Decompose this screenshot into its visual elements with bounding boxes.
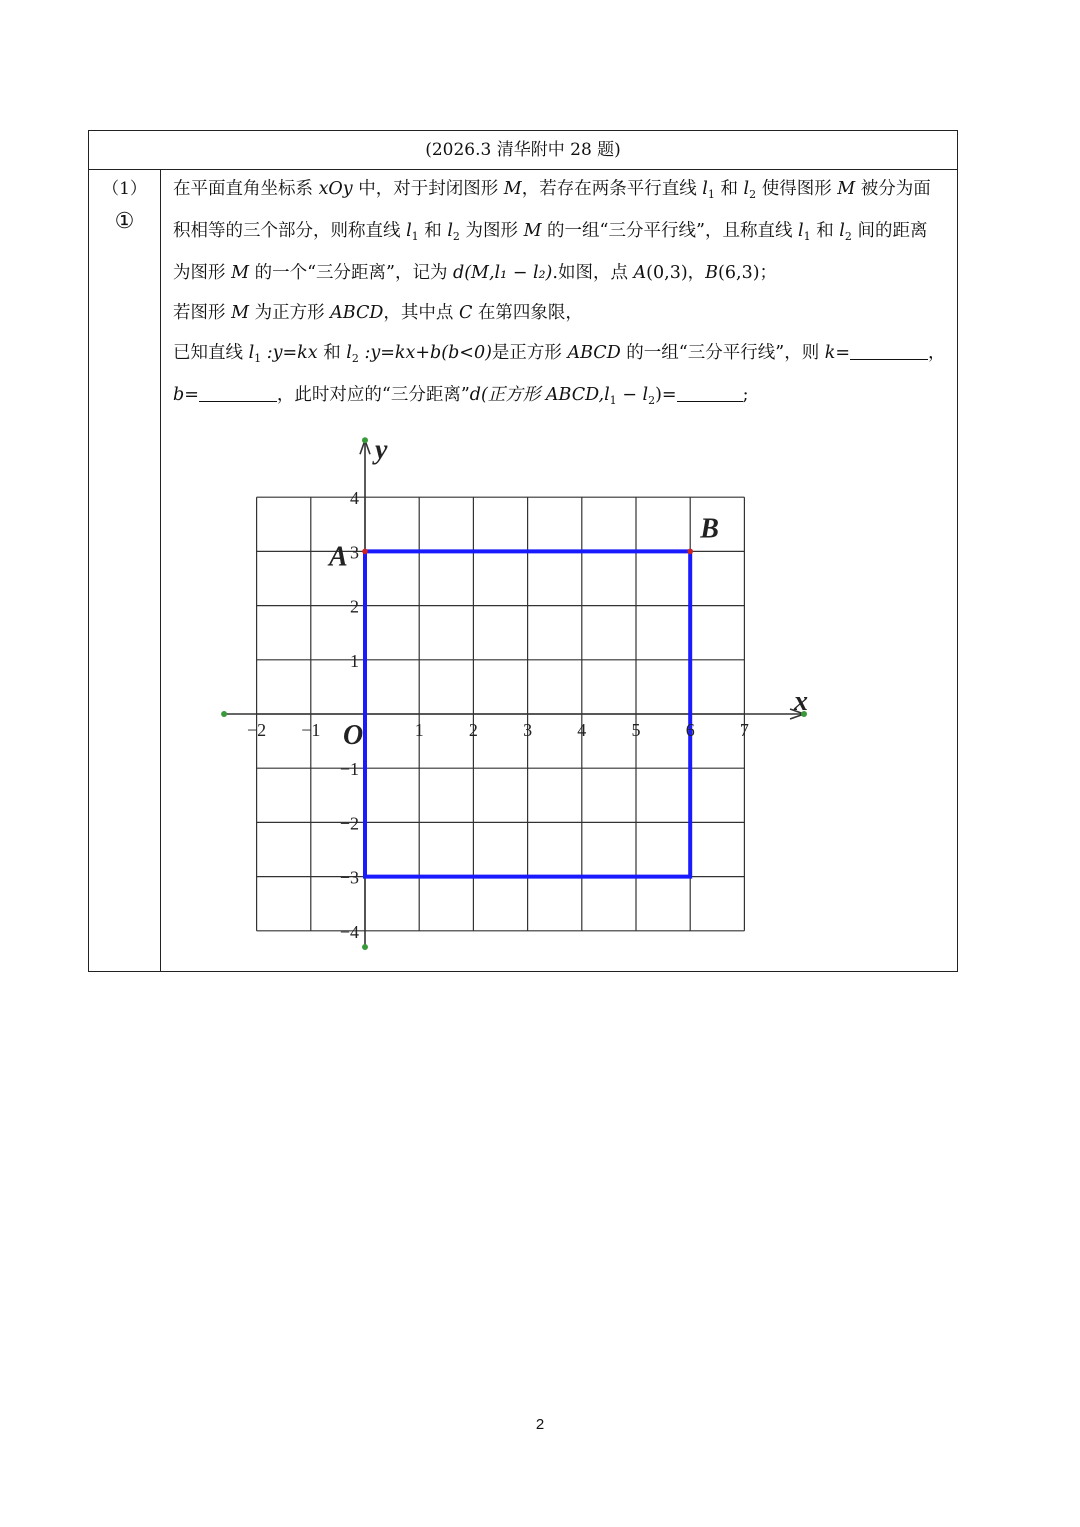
y-axis-endpoint xyxy=(362,944,368,950)
x-axis-endpoint xyxy=(221,711,227,717)
point-label-a: A xyxy=(329,541,348,573)
text-line-5: 已知直线 $l_1$ :y=kx 和 $l_2$ :y=kx+b(b<0)是正方形 ABCD 的一组“三分平行线”，则 k= ， xyxy=(173,343,946,365)
y-tick-label: −2 xyxy=(339,813,359,834)
x-tick-label: 4 xyxy=(577,720,587,740)
page-number: 2 xyxy=(535,1416,545,1433)
part-number: （1） xyxy=(102,179,147,199)
y-tick-label: 2 xyxy=(350,596,359,617)
point-label-b: B xyxy=(700,513,719,545)
text-line-1: 在平面直角坐标系 xOy 中，对于封闭图形 M，若存在两条平行直线 $l_1$ 和 $l_2$ 使得图形 M 被分为面 xyxy=(173,179,931,201)
x-tick-label: 7 xyxy=(739,720,749,740)
x-tick-label: −1 xyxy=(301,720,321,740)
x-tick-label: 3 xyxy=(523,720,533,740)
point-a xyxy=(362,549,368,555)
y-axis-label: y xyxy=(375,434,388,466)
text-line-6: b= ，此时对应的“三分距离”d(正方形 $ABCD,l_1 - l_2)=$ ; xyxy=(173,385,749,407)
x-axis-label: x xyxy=(794,686,809,717)
x-tick-label: 5 xyxy=(631,720,641,740)
y-tick-label: 3 xyxy=(350,542,359,563)
question-source-header: (2026.3 清华附中 28 题) xyxy=(89,131,957,170)
y-tick-label: −3 xyxy=(339,867,359,888)
text-line-3: 为图形 M 的一个“三分距离”，记为 d(M,l₁ − l₂).如图，点 A(0,3)，B(6,3)； xyxy=(173,263,778,283)
x-tick-label: 2 xyxy=(468,720,478,740)
y-tick-label: −1 xyxy=(339,759,359,780)
text-line-4: 若图形 M 为正方形 ABCD，其中点 C 在第四象限， xyxy=(173,303,583,323)
y-tick-label: −4 xyxy=(339,921,359,942)
origin-label: O xyxy=(343,720,364,751)
distance-notation: (M,l₁ − l₂) xyxy=(464,263,553,283)
y-tick-label: 4 xyxy=(350,488,359,509)
y-tick-label: 1 xyxy=(350,650,359,671)
y-axis-endpoint xyxy=(362,437,368,443)
x-tick-label: 6 xyxy=(685,720,695,740)
axes xyxy=(221,437,807,950)
sub-number: ① xyxy=(114,209,135,234)
text-line-2: 积相等的三个部分，则称直线 $l_1$ 和 $l_2$ 为图形 M 的一组“三分平行线”，且称直线 $l_1$ 和 $l_2$ 间的距离 xyxy=(173,221,928,243)
point-b xyxy=(687,549,693,555)
x-tick-label: −2 xyxy=(247,720,267,740)
x-tick-label: 1 xyxy=(414,720,424,740)
